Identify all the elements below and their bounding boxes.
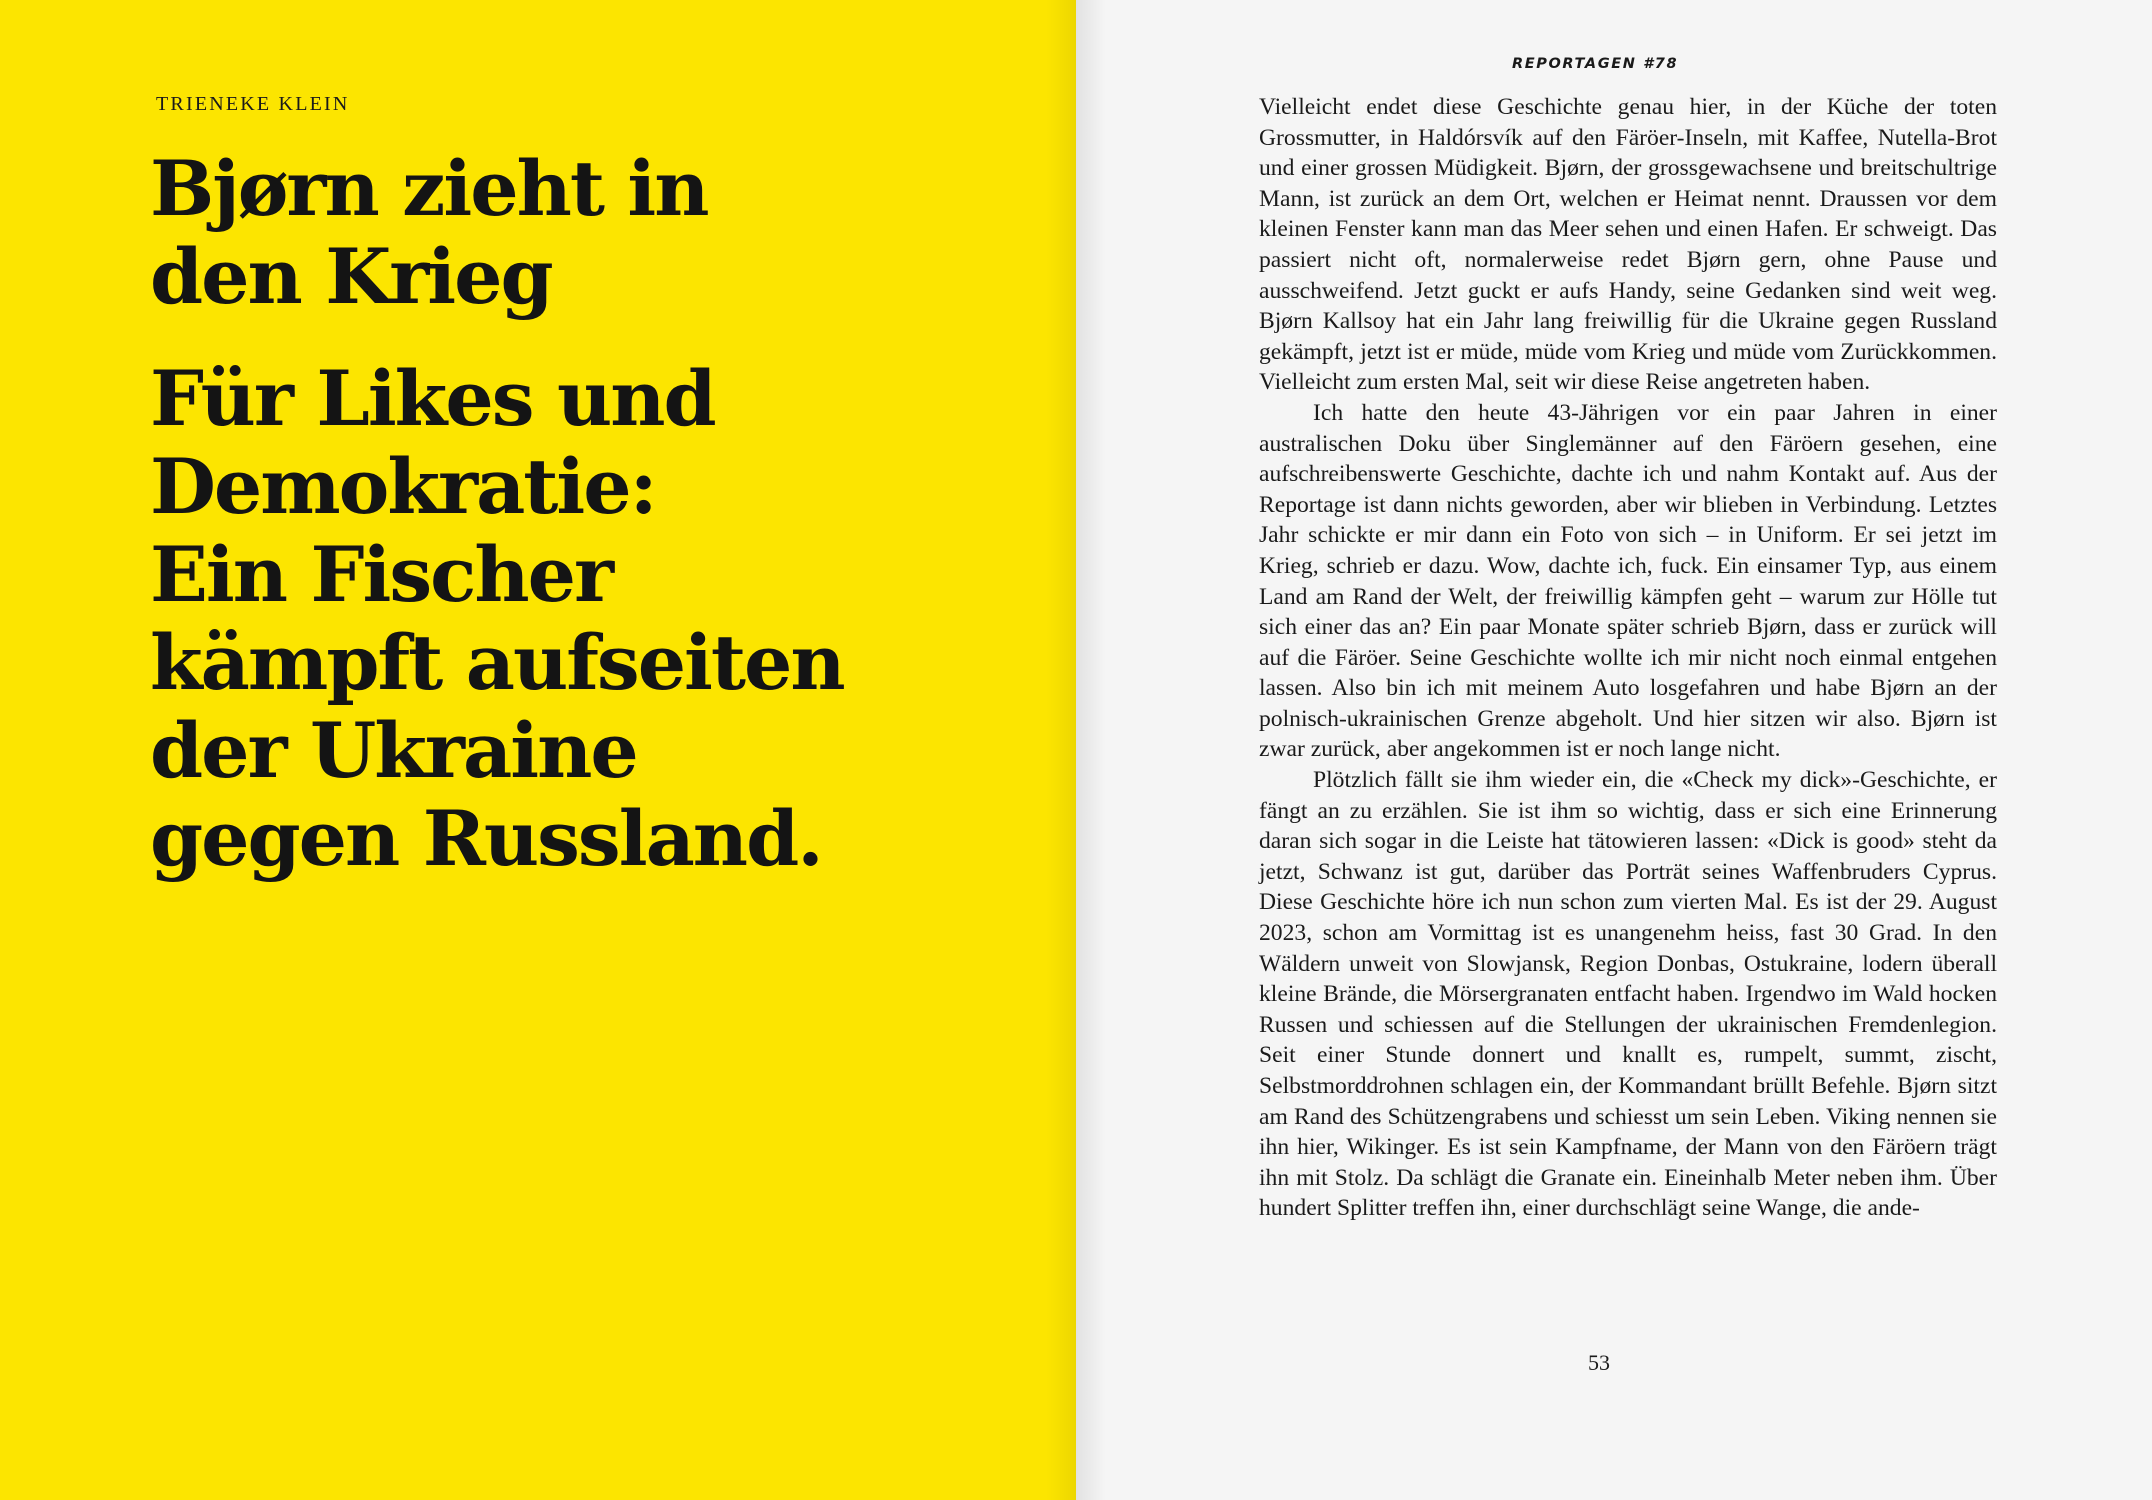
article-subtitle: Für Likes und Demokratie: Ein Fischer kämpft aufseiten der Ukraine gegen Russland. [150,354,844,883]
running-head: REPORTAGEN #78 [1512,56,1679,72]
author-name: TRIENEKE KLEIN [156,93,350,115]
article-title: Bjørn zieht in den Krieg [150,144,708,321]
headline-block [150,145,1030,883]
page-fold [1076,0,1106,1500]
right-page [1076,0,2152,1500]
page-number: 53 [1588,1350,1610,1375]
article-body [1259,92,1997,1224]
body-paragraph: Ich hatte den heute 43-Jährigen vor ein paar Jahren in einer australischen Doku über Singlemänner auf den Färöern gesehen, eine aufschreibenswerte Geschichte, dachte ich und nahm Kontakt auf. Aus der Reportage ist dann nichts geworden, aber wir blieben in Verbindung. Letztes Jahr schickte er mir dann ein Foto von sich – in Uniform. Er sei jetzt im Krieg, schrieb er dazu. Wow, dachte ich, fuck. Ein einsamer Typ, aus einem Land am Rand der Welt, der freiwillig kämpfen geht – warum zur Hölle tut sich einer das an? Ein paar Monate später schrieb Bjørn, dass er zurück will auf die Färöer. Seine Geschichte wollte ich mir nicht noch einmal entgehen lassen. Also bin ich mit meinem Auto losgefahren und habe Bjørn an der polnisch-ukrainischen Grenze abgeholt. Und hier sitzen wir also. Bjørn ist zwar zurück, aber angekommen ist er noch lange nicht. [1259,399,1997,763]
body-paragraph: Plötzlich fällt sie ihm wieder ein, die «Check my dick»-Geschichte, er fängt an zu erzählen. Sie ist ihm so wichtig, dass er sich eine Erinnerung daran sich sogar in die Leiste hat tätowieren lassen: «Dick is good» steht da jetzt, Schwanz ist gut, darüber das Porträt seines Waffenbruders Cyprus. Diese Geschichte höre ich nun schon zum vierten Mal. Es ist der 29. August 2023, schon am Vormittag ist es unangenehm heiss, fast 30 Grad. In den Wäldern unweit von Slowjansk, Region Donbas, Ostukraine, lodern überall kleine Brände, die Mörsergranaten entfacht haben. Irgendwo im Wald hocken Russen und schiessen auf die Stellungen der ukrainischen Fremdenlegion. Seit einer Stunde donnert und knallt es, rumpelt, summt, zischt, Selbstmorddrohnen schlagen ein, der Kommandant brüllt Befehle. Bjørn sitzt am Rand des Schützengrabens und schiesst um sein Leben. Viking nennen sie ihn hier, Wikinger. Es ist sein Kampfname, der Mann von den Färöern trägt ihn mit Stolz. Da schlägt die Granate ein. Eineinhalb Meter neben ihm. Über hundert Splitter treffen ihn, einer durchschlägt seine Wange, die ande- [1259,767,1997,1222]
body-paragraph: Vielleicht endet diese Geschichte genau hier, in der Küche der toten Grossmutter, in Haldórsvík auf den Färöer-Inseln, mit Kaffee, Nutella-Brot und einer grossen Müdigkeit. Bjørn, der grossgewachsene und breitschultrige Mann, ist zurück an dem Ort, welchen er Heimat nennt. Draussen vor dem kleinen Fenster kann man das Meer sehen und einen Hafen. Er schweigt. Das passiert nicht oft, normalerweise redet Bjørn gern, ohne Pause und ausschweifend. Jetzt guckt er aufs Handy, seine Gedanken sind weit weg. Bjørn Kallsoy hat ein Jahr lang freiwillig für die Ukraine gegen Russland gekämpft, jetzt ist er müde, müde vom Krieg und müde vom Zurückkommen. Vielleicht zum ersten Mal, seit wir diese Reise angetreten haben. [1259,94,1997,396]
